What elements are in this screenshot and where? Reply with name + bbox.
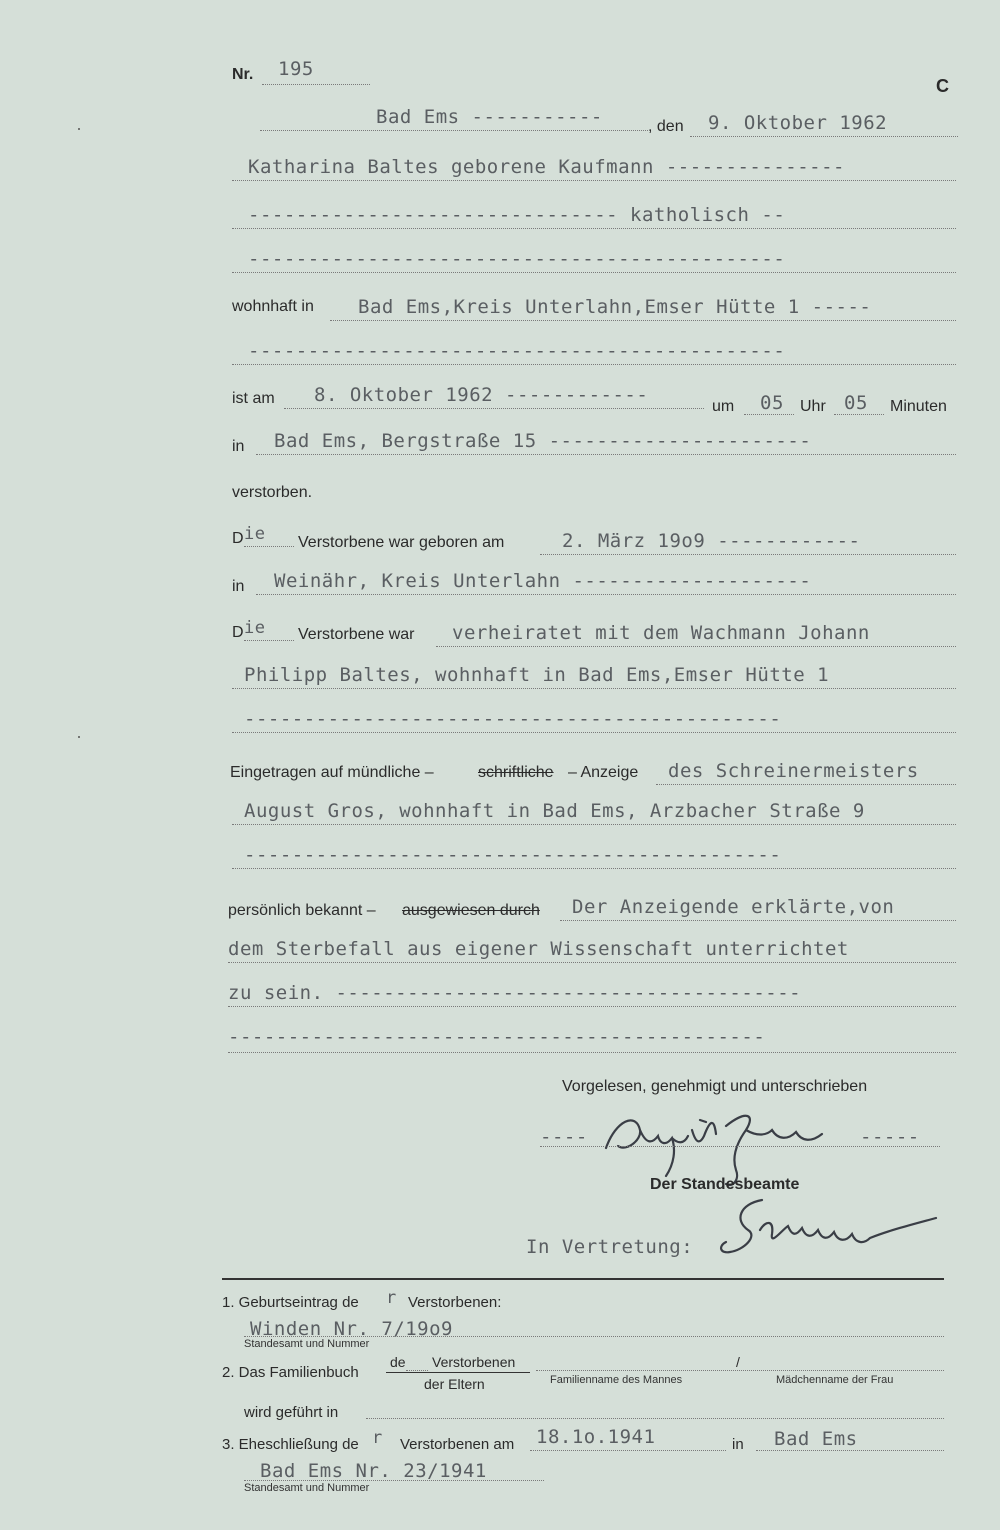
die-dotline xyxy=(244,546,294,547)
schriftliche-label: schriftliche xyxy=(478,764,554,781)
death-date-dotline xyxy=(284,408,704,409)
item1-value: Winden Nr. 7/19o9 xyxy=(250,1318,453,1340)
item3-in: in xyxy=(732,1436,744,1453)
statement-dotline-3 xyxy=(228,1006,956,1007)
death-place: Bad Ems, Bergstraße 15 ---------------------- xyxy=(274,430,812,452)
in-label-birth: in xyxy=(232,578,245,595)
informant-line-2: August Gros, wohnhaft in Bad Ems, Arzbacher Straße 9 xyxy=(244,800,865,822)
informant-dotline-2 xyxy=(232,824,956,825)
war-label: Verstorbene war xyxy=(298,626,415,643)
residence-dotline-2 xyxy=(232,364,956,365)
minute-dotline xyxy=(834,414,884,415)
name-line-2: ------------------------------- katholisch -- xyxy=(248,204,786,226)
speck-mark xyxy=(78,128,80,130)
die-prefix: D xyxy=(232,530,244,547)
speck-mark xyxy=(78,736,80,738)
um-label: um xyxy=(712,398,735,415)
ist-am-label: ist am xyxy=(232,390,275,407)
die-prefix-marital: D xyxy=(232,624,244,641)
item1-typed-r: r xyxy=(386,1288,397,1308)
corner-letter: C xyxy=(936,76,949,96)
signature-dashes-left: ---- xyxy=(540,1126,588,1148)
nr-label: Nr. xyxy=(232,66,254,83)
registrar-signature xyxy=(700,1190,950,1280)
statement-dotline-4 xyxy=(228,1052,956,1053)
item2-slash: / xyxy=(736,1354,740,1370)
item1-label-b: Verstorbenen: xyxy=(408,1294,502,1311)
marital-dotline-2 xyxy=(232,688,956,689)
nr-dotline xyxy=(262,84,370,85)
residence-line-2: --------------------------------------------- xyxy=(248,340,786,362)
item2-fraction-bar xyxy=(386,1372,530,1373)
name-dotline-2 xyxy=(232,228,956,229)
verstorben-label: verstorben. xyxy=(232,484,313,501)
item2-mann: Familienname des Mannes xyxy=(550,1374,683,1386)
marital-line-1: verheiratet mit dem Wachmann Johann xyxy=(452,622,870,644)
birth-place: Weinähr, Kreis Unterlahn -------------------- xyxy=(274,570,812,592)
in-label: in xyxy=(232,438,245,455)
uhr-label: Uhr xyxy=(800,398,826,415)
die-dotline-marital xyxy=(244,640,294,641)
signature-dotline xyxy=(540,1146,940,1147)
item3-place-dotline xyxy=(756,1450,944,1451)
name-line-3: --------------------------------------------- xyxy=(248,248,786,270)
item2-eltern: der Eltern xyxy=(424,1376,485,1392)
item2-frau: Mädchenname der Frau xyxy=(776,1374,894,1386)
standesbeamte-label: Der Standesbeamte xyxy=(650,1176,800,1193)
statement-dotline-1 xyxy=(560,920,956,921)
name-dotline-3 xyxy=(232,272,956,273)
place-date: Bad Ems ----------- xyxy=(376,106,603,128)
item2-gefuehrt-dotline xyxy=(366,1418,944,1419)
statement-line-4: --------------------------------------------- xyxy=(228,1026,766,1048)
statement-dotline-2 xyxy=(228,962,956,963)
signature-dashes-right: ----- xyxy=(860,1126,920,1148)
bekannt-label: persönlich bekannt – xyxy=(228,902,376,919)
statement-line-1: Der Anzeigende erklärte,von xyxy=(572,896,895,918)
item3-caption: Standesamt und Nummer xyxy=(244,1482,370,1494)
die-suffix-marital: ie xyxy=(244,618,266,638)
item2-gefuehrt: wird geführt in xyxy=(244,1404,339,1421)
date-dotline xyxy=(690,136,958,137)
geboren-label: Verstorbene war geboren am xyxy=(298,534,505,551)
birth-place-dotline xyxy=(256,594,956,595)
item1-dotline xyxy=(244,1336,944,1337)
item2-de: de xyxy=(390,1354,406,1370)
item3-label-b: Verstorbenen am xyxy=(400,1436,515,1453)
wohnhaft-label: wohnhaft in xyxy=(232,298,314,315)
hour-dotline xyxy=(744,414,794,415)
informant-dotline-3 xyxy=(232,868,956,869)
item3-date-dotline xyxy=(530,1450,726,1451)
birth-date-dotline xyxy=(540,554,956,555)
informant-line-3: --------------------------------------------- xyxy=(244,844,782,866)
death-place-dotline xyxy=(256,454,956,455)
item1-caption: Standesamt und Nummer xyxy=(244,1338,370,1350)
anzeige-label: – Anzeige xyxy=(568,764,639,781)
ausgewiesen-label: ausgewiesen durch xyxy=(402,902,540,919)
place-dotline xyxy=(260,130,648,131)
name-dotline-1 xyxy=(232,180,956,181)
statement-line-2: dem Sterbefall aus eigener Wissenschaft unterrichtet xyxy=(228,938,849,960)
birth-date: 2. März 19o9 ------------ xyxy=(562,530,861,552)
item3-label-a: 3. Eheschließung de xyxy=(222,1436,359,1453)
item3-value: Bad Ems Nr. 23/1941 xyxy=(260,1460,487,1482)
den-label: , den xyxy=(648,118,684,135)
item3-date: 18.1o.1941 xyxy=(536,1426,656,1448)
informant-dotline-1 xyxy=(656,784,956,785)
residence-line-1: Bad Ems,Kreis Unterlahn,Emser Hütte 1 ----- xyxy=(358,296,872,318)
nr-value: 195 xyxy=(278,58,314,80)
minute-value: 05 xyxy=(844,392,868,414)
hour-value: 05 xyxy=(760,392,784,414)
death-date: 8. Oktober 1962 ------------ xyxy=(314,384,649,406)
item1-label-a: 1. Geburtseintrag de xyxy=(222,1294,359,1311)
vertretung-label: In Vertretung: xyxy=(526,1236,694,1258)
item3-place: Bad Ems xyxy=(774,1428,858,1450)
informant-line-1: des Schreinermeisters xyxy=(668,760,919,782)
eingetragen-label: Eingetragen auf mündliche – xyxy=(230,764,434,781)
item2-label: 2. Das Familienbuch xyxy=(222,1364,359,1381)
residence-dotline-1 xyxy=(330,320,956,321)
item2-dotline xyxy=(536,1370,944,1371)
item2-verstorbenen: Verstorbenen xyxy=(432,1354,516,1370)
name-line-1: Katharina Baltes geborene Kaufmann --------------- xyxy=(248,156,845,178)
vorgelesen-label: Vorgelesen, genehmigt und unterschrieben xyxy=(562,1078,868,1095)
marital-line-2: Philipp Baltes, wohnhaft in Bad Ems,Emser Hütte 1 xyxy=(244,664,830,686)
record-date: 9. Oktober 1962 xyxy=(708,112,888,134)
footer-divider xyxy=(222,1278,944,1280)
minuten-label: Minuten xyxy=(890,398,947,415)
item2-de-dotline xyxy=(406,1370,428,1371)
marital-dotline-3 xyxy=(232,732,956,733)
item3-typed-r: r xyxy=(372,1428,383,1448)
item3-value-dotline xyxy=(244,1480,544,1481)
marital-dotline-1 xyxy=(436,646,956,647)
marital-line-3: --------------------------------------------- xyxy=(244,708,782,730)
die-suffix: ie xyxy=(244,524,266,544)
statement-line-3: zu sein. --------------------------------------- xyxy=(228,982,802,1004)
